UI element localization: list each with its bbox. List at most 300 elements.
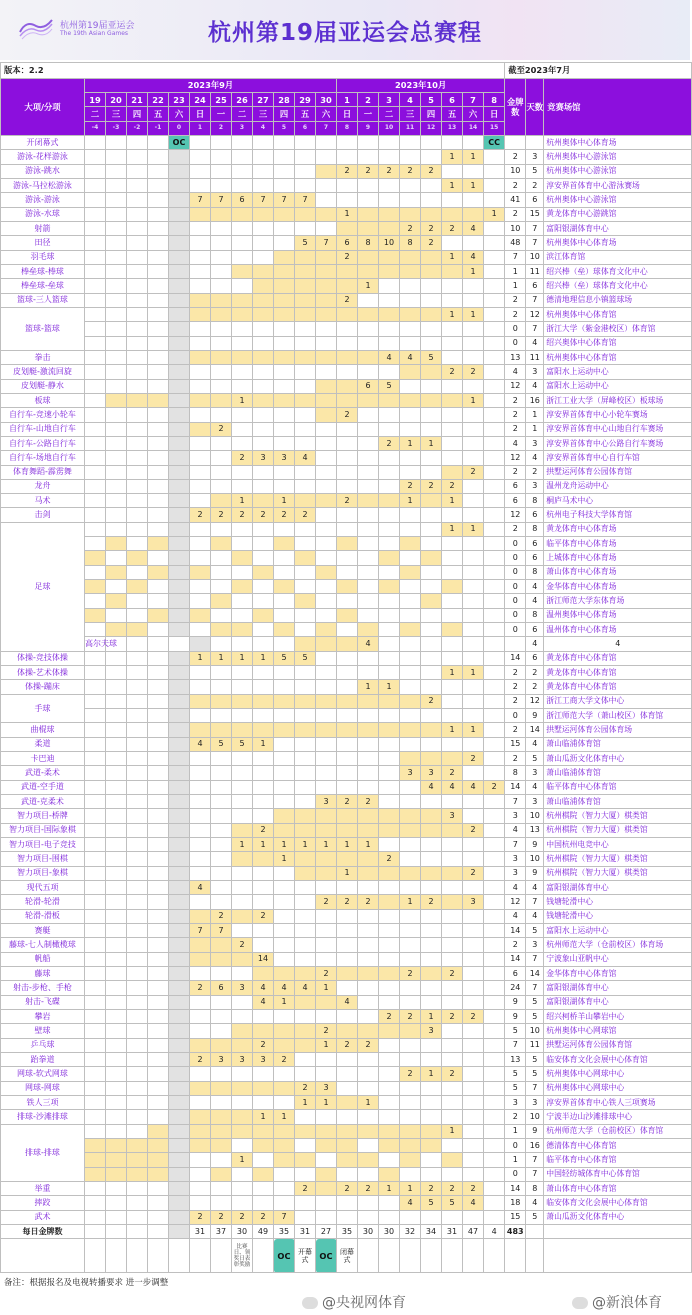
day-cell <box>127 909 148 923</box>
day-cell <box>148 193 169 207</box>
day-cell <box>190 580 211 594</box>
day-cell <box>337 680 358 694</box>
day-cell <box>211 852 232 866</box>
venue-name: 萧山临浦体育馆 <box>544 766 692 780</box>
day-cell <box>169 766 190 780</box>
day-cell <box>295 1052 316 1066</box>
day-cell <box>232 322 253 336</box>
day-cell <box>253 623 274 637</box>
day-cell: 1 <box>295 1095 316 1109</box>
venue-name: 临平体育中心体育馆 <box>544 780 692 794</box>
day-cell <box>484 1095 505 1109</box>
day-cell <box>379 1124 400 1138</box>
date-cell: 19 <box>85 92 106 106</box>
gold-count: 0 <box>505 1167 526 1181</box>
venue-name: 杭州奥体中心网球馆 <box>544 1024 692 1038</box>
day-cell <box>274 637 295 651</box>
days-count: 5 <box>526 1067 544 1081</box>
day-cell: 1 <box>274 995 295 1009</box>
venue-name: 富阳银湖体育中心 <box>544 981 692 995</box>
day-cell <box>127 307 148 321</box>
day-cell <box>253 752 274 766</box>
sport-name: 武道-克柔术 <box>1 795 85 809</box>
day-cell <box>85 709 106 723</box>
day-cell <box>400 995 421 1009</box>
day-cell <box>232 909 253 923</box>
day-cell <box>358 393 379 407</box>
day-cell <box>127 737 148 751</box>
day-cell <box>379 465 400 479</box>
day-cell <box>106 293 127 307</box>
day-cell <box>463 909 484 923</box>
day-cell: 2 <box>211 508 232 522</box>
day-cell <box>148 365 169 379</box>
day-cell <box>232 1110 253 1124</box>
day-cell <box>316 250 337 264</box>
day-cell <box>253 236 274 250</box>
gold-count: 2 <box>505 307 526 321</box>
day-cell <box>232 565 253 579</box>
day-cell <box>106 150 127 164</box>
day-cell: 2 <box>274 1052 295 1066</box>
page-footer <box>0 1274 690 1315</box>
legend-cell <box>169 1239 190 1273</box>
day-cell: 3 <box>253 1052 274 1066</box>
day-cell <box>85 666 106 680</box>
day-cell <box>127 594 148 608</box>
day-cell <box>190 1038 211 1052</box>
day-cell <box>337 307 358 321</box>
day-cell <box>232 637 253 651</box>
day-cell <box>211 279 232 293</box>
day-cell: 2 <box>337 1181 358 1195</box>
day-cell <box>463 479 484 493</box>
day-cell <box>295 264 316 278</box>
day-cell <box>85 1038 106 1052</box>
day-cell <box>421 193 442 207</box>
day-cell <box>85 1067 106 1081</box>
day-cell: 2 <box>400 1067 421 1081</box>
day-cell <box>211 995 232 1009</box>
day-cell <box>274 479 295 493</box>
day-cell <box>85 293 106 307</box>
day-cell <box>85 1124 106 1138</box>
day-cell <box>190 365 211 379</box>
day-cell <box>169 393 190 407</box>
daily-gold-cell: 27 <box>316 1224 337 1238</box>
day-cell <box>211 766 232 780</box>
gold-count: 14 <box>505 952 526 966</box>
weekday-cell: 五 <box>295 107 316 121</box>
day-cell <box>400 938 421 952</box>
day-cell <box>379 1052 400 1066</box>
days-count: 10 <box>526 1110 544 1124</box>
day-cell <box>421 938 442 952</box>
day-cell <box>295 494 316 508</box>
day-cell <box>400 637 421 651</box>
day-cell <box>85 852 106 866</box>
gold-count: 0 <box>505 565 526 579</box>
day-cell <box>85 780 106 794</box>
day-cell <box>169 379 190 393</box>
day-cell <box>232 608 253 622</box>
day-cell <box>106 279 127 293</box>
day-cell <box>358 623 379 637</box>
day-cell <box>211 135 232 149</box>
day-cell: 3 <box>232 981 253 995</box>
day-cell <box>85 966 106 980</box>
day-cell <box>295 608 316 622</box>
day-cell <box>379 1110 400 1124</box>
day-cell: 2 <box>421 164 442 178</box>
gold-count: 0 <box>505 709 526 723</box>
day-cell <box>484 350 505 364</box>
day-cell <box>421 508 442 522</box>
days-count: 7 <box>526 952 544 966</box>
day-cell <box>400 909 421 923</box>
venue-name: 富阳水上运动中心 <box>544 365 692 379</box>
day-cell <box>169 522 190 536</box>
day-cell <box>190 809 211 823</box>
day-cell <box>484 709 505 723</box>
day-cell <box>190 995 211 1009</box>
day-cell <box>148 895 169 909</box>
day-cell <box>211 795 232 809</box>
day-cell <box>274 938 295 952</box>
day-cell <box>337 966 358 980</box>
day-cell <box>232 1196 253 1210</box>
day-cell <box>127 752 148 766</box>
day-cell <box>85 1167 106 1181</box>
day-cell <box>337 336 358 350</box>
day-cell <box>127 465 148 479</box>
sport-name: 排球-沙滩排球 <box>1 1110 85 1124</box>
day-cell <box>169 623 190 637</box>
venue-name: 金华体育中心体育馆 <box>544 966 692 980</box>
day-cell <box>127 823 148 837</box>
day-cell <box>253 164 274 178</box>
day-cell <box>148 565 169 579</box>
day-cell <box>148 694 169 708</box>
day-cell <box>211 623 232 637</box>
gold-count: 1 <box>505 279 526 293</box>
venue-name: 浙江师范大学东体育场 <box>544 594 692 608</box>
day-cell <box>358 1167 379 1181</box>
day-cell <box>442 551 463 565</box>
day-cell <box>127 1052 148 1066</box>
sport-name: 帆船 <box>1 952 85 966</box>
day-cell <box>295 408 316 422</box>
gold-count: 13 <box>505 1052 526 1066</box>
venue-name: 德清体育中心体育馆 <box>544 1138 692 1152</box>
day-cell: 4 <box>274 981 295 995</box>
day-cell <box>253 594 274 608</box>
day-cell <box>274 135 295 149</box>
gold-count: 2 <box>505 666 526 680</box>
day-cell <box>211 379 232 393</box>
day-cell <box>400 279 421 293</box>
day-cell <box>379 479 400 493</box>
day-cell <box>106 207 127 221</box>
month-september: 2023年9月 <box>85 78 337 92</box>
day-cell <box>358 1067 379 1081</box>
day-cell <box>337 1009 358 1023</box>
day-cell <box>85 952 106 966</box>
days-count: 3 <box>526 479 544 493</box>
venue-name: 宁波象山亚帆中心 <box>544 952 692 966</box>
day-cell <box>316 623 337 637</box>
day-cell <box>316 379 337 393</box>
days-count: 14 <box>526 966 544 980</box>
day-cell: 6 <box>337 236 358 250</box>
day-cell <box>421 279 442 293</box>
day-cell: 7 <box>211 924 232 938</box>
day-cell <box>316 336 337 350</box>
day-cell <box>85 838 106 852</box>
day-cell <box>274 551 295 565</box>
day-cell <box>295 580 316 594</box>
day-cell <box>358 408 379 422</box>
date-cell: 25 <box>211 92 232 106</box>
day-cell <box>295 1124 316 1138</box>
days-count: 7 <box>526 293 544 307</box>
day-cell <box>169 408 190 422</box>
day-cell <box>295 1196 316 1210</box>
day-cell <box>190 1024 211 1038</box>
day-cell: 1 <box>316 1095 337 1109</box>
day-cell <box>148 379 169 393</box>
day-cell <box>253 436 274 450</box>
day-cell <box>295 393 316 407</box>
venue-name: 绍兴柯桥羊山攀岩中心 <box>544 1009 692 1023</box>
daynum-cell: 8 <box>337 121 358 135</box>
day-cell <box>85 608 106 622</box>
day-cell <box>442 465 463 479</box>
day-cell <box>85 451 106 465</box>
day-cell <box>85 766 106 780</box>
day-cell <box>295 1210 316 1224</box>
day-cell <box>127 436 148 450</box>
day-cell <box>106 250 127 264</box>
day-cell <box>190 795 211 809</box>
day-cell <box>274 336 295 350</box>
gold-count: 3 <box>505 852 526 866</box>
day-cell <box>127 637 148 651</box>
venue-name: 杭州奥体中心游泳馆 <box>544 193 692 207</box>
gold-count: 0 <box>505 322 526 336</box>
venue-name: 温州龙舟运动中心 <box>544 479 692 493</box>
day-cell <box>211 293 232 307</box>
day-cell <box>106 551 127 565</box>
day-cell <box>85 881 106 895</box>
day-cell <box>106 1110 127 1124</box>
days-count: 8 <box>526 1181 544 1195</box>
day-cell <box>442 1095 463 1109</box>
day-cell <box>127 508 148 522</box>
day-cell <box>85 909 106 923</box>
day-cell <box>106 995 127 1009</box>
day-cell <box>316 866 337 880</box>
day-cell <box>106 1009 127 1023</box>
day-cell <box>337 666 358 680</box>
day-cell <box>358 221 379 235</box>
day-cell <box>421 465 442 479</box>
day-cell <box>400 694 421 708</box>
day-cell <box>127 709 148 723</box>
day-cell <box>85 694 106 708</box>
day-cell <box>463 1095 484 1109</box>
day-cell <box>106 823 127 837</box>
day-cell <box>358 1196 379 1210</box>
day-cell: 2 <box>463 823 484 837</box>
day-cell <box>274 207 295 221</box>
day-cell <box>442 236 463 250</box>
venue-name: 杭州奥体中心体育场 <box>544 236 692 250</box>
day-cell <box>106 723 127 737</box>
gold-count: 12 <box>505 895 526 909</box>
day-cell <box>442 651 463 665</box>
day-cell <box>337 780 358 794</box>
day-cell <box>463 1024 484 1038</box>
day-cell <box>316 666 337 680</box>
day-cell <box>253 408 274 422</box>
day-cell <box>484 694 505 708</box>
day-cell <box>148 938 169 952</box>
day-cell <box>358 336 379 350</box>
day-cell <box>190 766 211 780</box>
day-cell <box>400 365 421 379</box>
day-cell <box>190 1110 211 1124</box>
day-cell: 2 <box>442 221 463 235</box>
day-cell <box>127 551 148 565</box>
empty-cell <box>526 1224 544 1238</box>
day-cell: 1 <box>274 838 295 852</box>
day-cell <box>463 135 484 149</box>
day-cell <box>106 608 127 622</box>
gold-count: 0 <box>505 537 526 551</box>
day-cell <box>211 966 232 980</box>
day-cell <box>484 508 505 522</box>
day-cell: 1 <box>274 494 295 508</box>
day-cell <box>253 780 274 794</box>
daynum-cell: -1 <box>148 121 169 135</box>
day-cell <box>316 436 337 450</box>
day-cell <box>274 924 295 938</box>
venue-name: 温州奥体中心体育场 <box>544 608 692 622</box>
day-cell <box>316 737 337 751</box>
day-cell <box>484 995 505 1009</box>
day-cell <box>232 1081 253 1095</box>
day-cell <box>232 135 253 149</box>
days-count: 2 <box>526 465 544 479</box>
sport-name: 自行车-场地自行车 <box>1 451 85 465</box>
day-cell <box>148 451 169 465</box>
day-cell <box>337 522 358 536</box>
sport-name: 体育舞蹈-霹雳舞 <box>1 465 85 479</box>
day-cell <box>442 909 463 923</box>
sport-name: 体操-蹦床 <box>1 680 85 694</box>
day-cell: 1 <box>463 723 484 737</box>
day-cell <box>421 723 442 737</box>
day-cell <box>232 408 253 422</box>
day-cell <box>316 766 337 780</box>
day-cell <box>442 838 463 852</box>
day-cell <box>274 164 295 178</box>
day-cell <box>211 838 232 852</box>
day-cell <box>85 580 106 594</box>
day-cell <box>484 1110 505 1124</box>
day-cell <box>232 250 253 264</box>
day-cell <box>421 1110 442 1124</box>
day-cell <box>106 1196 127 1210</box>
day-cell <box>211 881 232 895</box>
day-cell <box>106 780 127 794</box>
day-cell <box>442 1052 463 1066</box>
daynum-cell: 11 <box>400 121 421 135</box>
sport-name: 拳击 <box>1 350 85 364</box>
day-cell <box>295 465 316 479</box>
day-cell <box>211 479 232 493</box>
venue-name: 钱塘轮滑中心 <box>544 909 692 923</box>
venue-name: 上城体育中心体育场 <box>544 551 692 565</box>
days-count: 4 <box>526 451 544 465</box>
day-cell <box>211 1081 232 1095</box>
legend-cell: 闭幕式 <box>337 1239 358 1273</box>
days-count: 3 <box>526 795 544 809</box>
day-cell <box>295 852 316 866</box>
day-cell: 2 <box>442 365 463 379</box>
day-cell: 1 <box>316 1038 337 1052</box>
day-cell <box>211 680 232 694</box>
day-cell: 2 <box>232 1210 253 1224</box>
days-count: 4 <box>526 780 544 794</box>
day-cell <box>232 795 253 809</box>
day-cell <box>379 322 400 336</box>
day-cell <box>358 780 379 794</box>
day-cell <box>190 1153 211 1167</box>
sport-name: 网球-软式网球 <box>1 1067 85 1081</box>
day-cell <box>295 1138 316 1152</box>
day-cell: 1 <box>253 737 274 751</box>
day-cell <box>337 1210 358 1224</box>
day-cell <box>253 694 274 708</box>
day-cell <box>232 336 253 350</box>
day-cell: 1 <box>379 680 400 694</box>
day-cell <box>211 350 232 364</box>
day-cell <box>358 207 379 221</box>
day-cell <box>148 207 169 221</box>
venue-name: 杭州奥体中心网球中心 <box>544 1081 692 1095</box>
day-cell: 4 <box>295 981 316 995</box>
day-cell: 2 <box>379 1009 400 1023</box>
day-cell <box>232 723 253 737</box>
day-cell <box>295 938 316 952</box>
day-cell: 1 <box>463 393 484 407</box>
day-cell <box>85 1052 106 1066</box>
day-cell <box>169 651 190 665</box>
watermark-cctv <box>302 1292 406 1312</box>
sport-name: 游泳-跳水 <box>1 164 85 178</box>
sport-name: 田径 <box>1 236 85 250</box>
day-cell: 2 <box>442 1181 463 1195</box>
day-cell: 2 <box>316 1024 337 1038</box>
day-cell <box>127 1081 148 1095</box>
day-cell <box>337 938 358 952</box>
day-cell <box>253 250 274 264</box>
day-cell <box>232 995 253 1009</box>
day-cell <box>463 164 484 178</box>
day-cell <box>274 1196 295 1210</box>
